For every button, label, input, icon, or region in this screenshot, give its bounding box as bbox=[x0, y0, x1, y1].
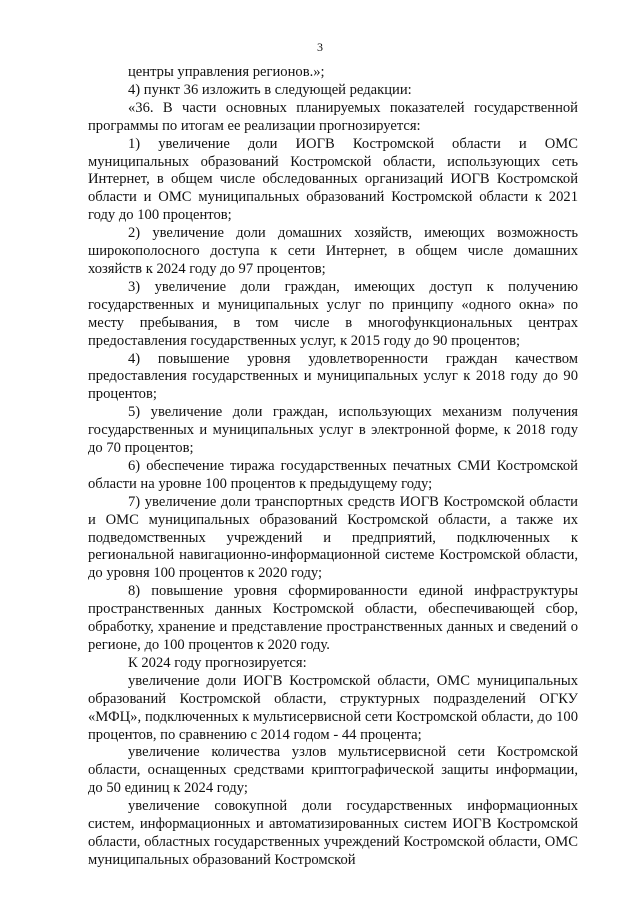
paragraph-section-36: «36. В части основных планируемых показателей государственной программы по итогам ее реализации прогнозируется: bbox=[88, 99, 578, 134]
paragraph-indicator-2: 2) увеличение доли домашних хозяйств, имеющих возможность широкополосного доступа к сети Интернет, в общем числе домашних хозяйств к 2024 году до 97 процентов; bbox=[88, 225, 578, 277]
paragraph-indicator-7: 7) увеличение доли транспортных средств ИОГВ Костромской области и ОМС муниципальных образований Костромской области, а также их подведомственных учреждений и предприятий, подключенных к региональной навигационно-информационной системе Костромской области, до уровня 100 процентов к 2020 году; bbox=[88, 493, 578, 582]
document-body bbox=[88, 64, 578, 870]
paragraph-indicator-5: 5) увеличение доли граждан, использующих механизм получения государственных и муниципальных услуг в электронной форме, к 2018 году до 70 процентов; bbox=[88, 404, 578, 457]
paragraph-indicator-6: 6) обеспечение тиража государственных печатных СМИ Костромской области на уровне 100 процентов к предыдущему году; bbox=[88, 457, 578, 492]
paragraph-forecast-network: увеличение доли ИОГВ Костромской области, ОМС муниципальных образований Костромской области, структурных подразделений ОГКУ «МФЦ», подключенных к мультисервисной сети Костромской области, до 100 процентов, по сравнению с 2014 годом - 44 процента; bbox=[88, 672, 578, 743]
paragraph-forecast-crypto: увеличение количества узлов мультисервисной сети Костромской области, оснащенных средствами криптографической защиты информации, до 50 единиц к 2024 году; bbox=[88, 744, 578, 797]
paragraph-intro-end: центры управления регионов.»; bbox=[128, 64, 325, 80]
paragraph-indicator-8: 8) повышение уровня сформированности единой инфраструктуры пространственных данных Костромской области, обеспечивающей сбор, обработку, хранение и представление пространственных данных и сведений о регионе, до 100 процентов к 2020 году. bbox=[88, 583, 578, 653]
paragraph-indicator-4: 4) повышение уровня удовлетворенности граждан качеством предоставления государственных и муниципальных услуг к 2018 году до 90 процентов; bbox=[88, 350, 578, 403]
paragraph-indicator-1: 1) увеличение доли ИОГВ Костромской области и ОМС муниципальных образований Костромской области, использующих сеть Интернет, в общем числе обследованных организаций ИОГВ Костромской области и ОМС муниципальных образований Костромской области к 2021 году до 100 процентов; bbox=[88, 135, 578, 224]
paragraph-item-4-heading: 4) пункт 36 изложить в следующей редакции: bbox=[128, 81, 412, 98]
paragraph-indicator-3: 3) увеличение доли граждан, имеющих доступ к получению государственных и муниципальных услуг по принципу «одного окна» по месту пребывания, в том числе в многофункциональных центрах предоставления государственных услуг, к 2015 году до 90 процентов; bbox=[88, 278, 578, 349]
page-number: 3 bbox=[317, 40, 323, 54]
paragraph-forecast-systems: увеличение совокупной доли государственных информационных систем, информационных и автоматизированных систем ИОГВ Костромской области, областных государственных учреждений Костромской области, ОМС муниципальных образований Костромской bbox=[88, 798, 578, 868]
paragraph-2024-forecast: К 2024 году прогнозируется: bbox=[128, 654, 307, 671]
